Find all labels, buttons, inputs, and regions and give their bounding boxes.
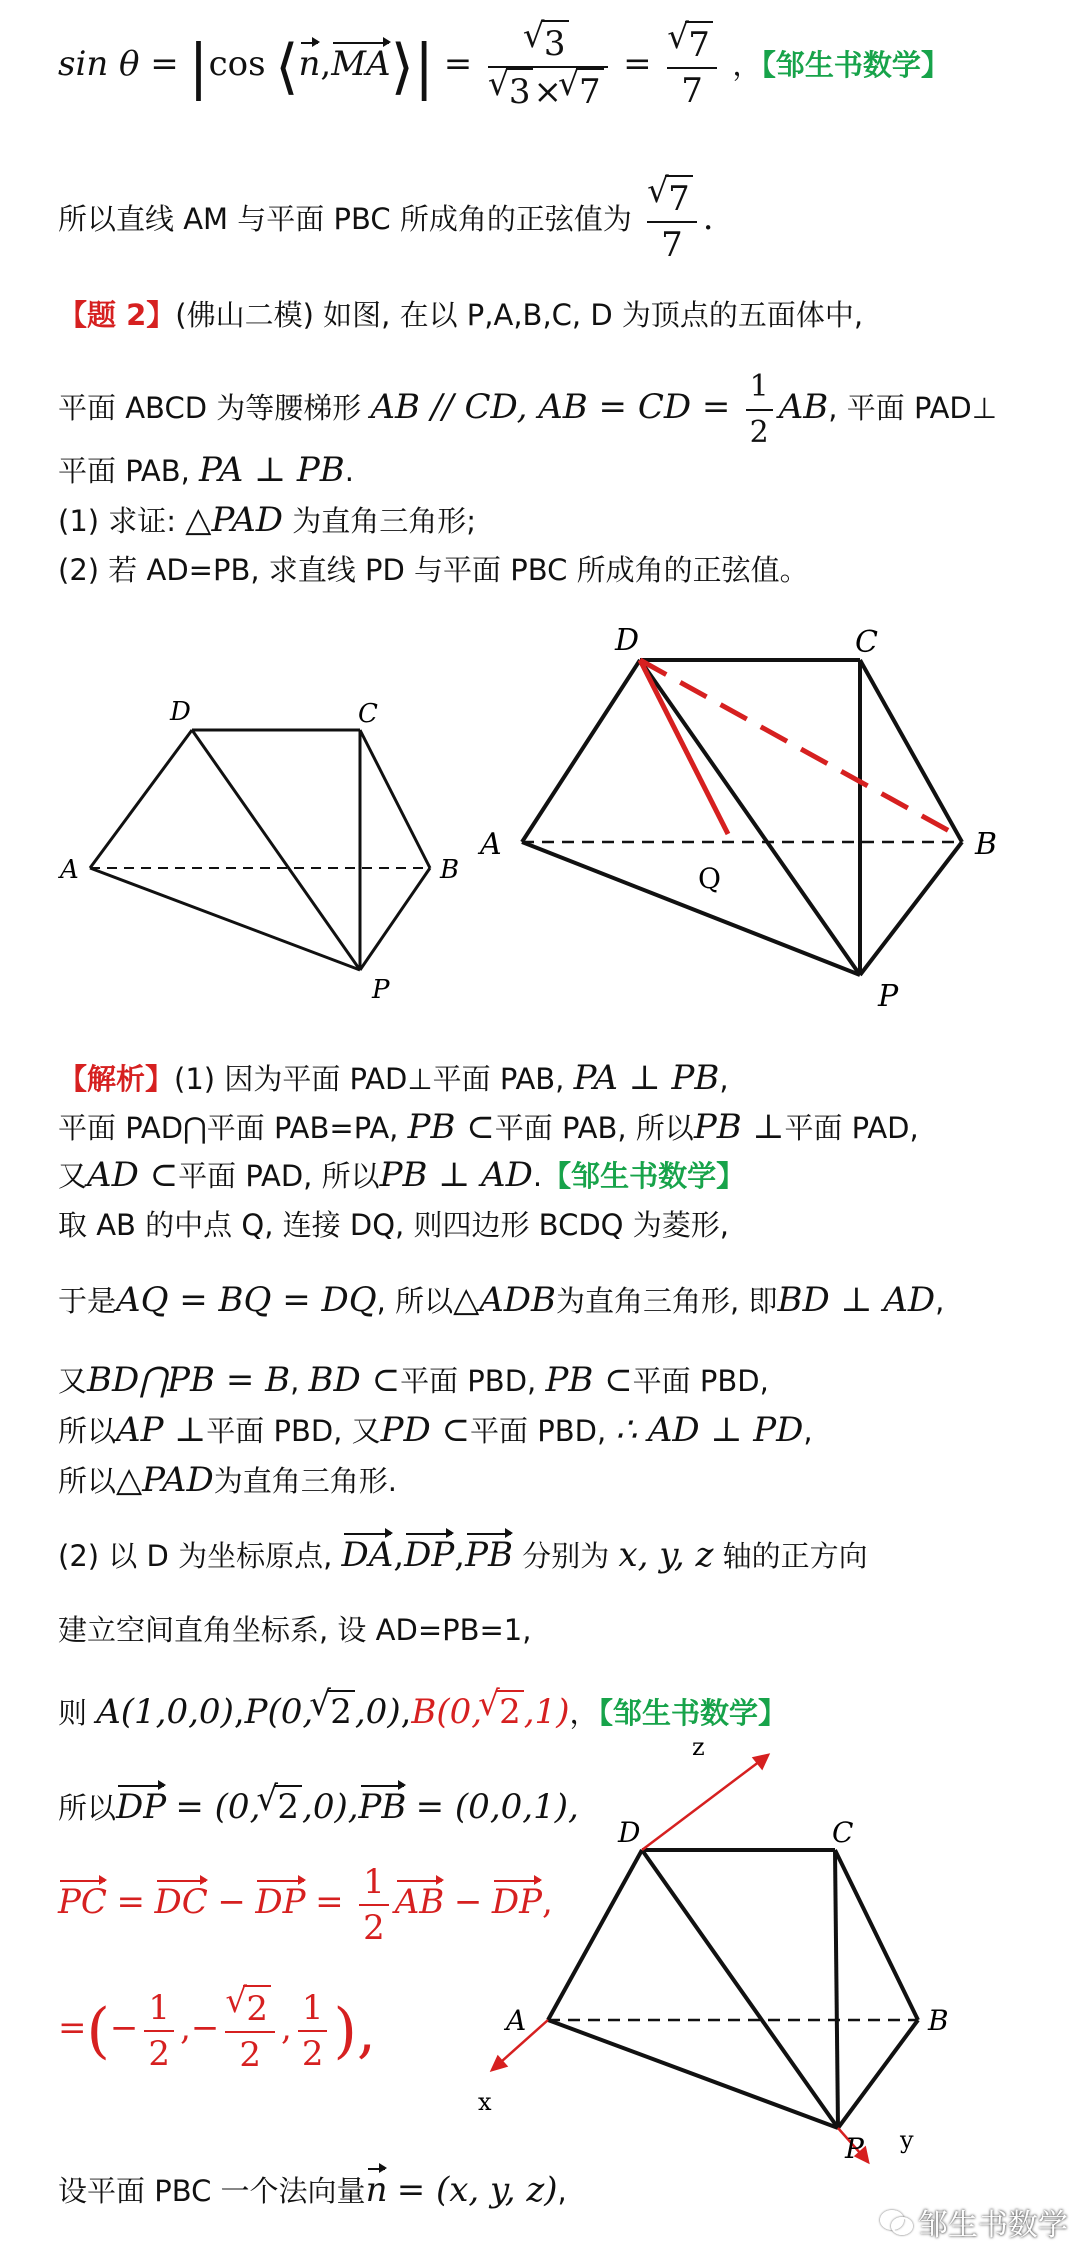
label-P: P bbox=[878, 979, 899, 1014]
solution-line-3: 又AD ⊂平面 PAD, 所以PB ⊥ AD.【邹生书数学】 bbox=[58, 1155, 746, 1195]
fraction-one-half: $\frac{1}{2}$ bbox=[746, 365, 773, 455]
problem-question-1: (1) 求证: △PAD 为直角三角形; bbox=[58, 500, 477, 540]
label-A: A bbox=[506, 2004, 527, 2037]
label-A: A bbox=[480, 827, 502, 862]
label-P: P bbox=[845, 2132, 864, 2165]
segment-DB-dashed bbox=[640, 660, 962, 838]
solution-line-5: 于是AQ = BQ = DQ, 所以△ADB为直角三角形, 即BD ⊥ AD, bbox=[58, 1280, 945, 1320]
label-C: C bbox=[855, 625, 878, 660]
part2-line-2: 建立空间直角坐标系, 设 AD=PB=1, bbox=[58, 1613, 532, 1647]
axis-z-label: z bbox=[692, 1733, 705, 1761]
part2-line-3: 则 A(1,0,0),P(0,√ 2,0),B(0,√ 2,1)，【邹生书数学】 bbox=[58, 1690, 787, 1733]
problem-line-3: 平面 PAB, PA ⊥ PB. bbox=[58, 450, 355, 490]
wechat-logo-icon bbox=[880, 2210, 910, 2234]
solution-tag: 【解析】 bbox=[58, 1062, 175, 1096]
axis-x-label: x bbox=[478, 2088, 492, 2116]
part2-line-6-pc-result: =(− $\frac{1}{2}$ ,− √ $\frac{2}{2}$ , $\frac{1}{2}$ ), bbox=[58, 1985, 376, 2075]
brand-tag: 【邹生书数学】 bbox=[542, 1159, 746, 1193]
part2-line-4: 所以DP = (0,√ 2,0),PB = (0,0,1), bbox=[58, 1785, 579, 1828]
problem-line-1: 【题 2】(佛山二模) 如图, 在以 P,A,B,C, D 为顶点的五面体中, bbox=[58, 298, 864, 332]
figure-2-pentahedron-with-Q bbox=[470, 610, 1030, 1030]
label-B: B bbox=[975, 827, 998, 862]
label-P: P bbox=[372, 975, 390, 1005]
fraction-sqrt7-over-7: √ $\frac{7}{7}$ bbox=[647, 175, 697, 267]
problem-question-2: (2) 若 AD=PB, 求直线 PD 与平面 PBC 所成角的正弦值。 bbox=[58, 553, 809, 587]
vector-ma: MA bbox=[331, 44, 391, 84]
label-B: B bbox=[928, 2004, 949, 2037]
label-D: D bbox=[615, 623, 640, 658]
part2-line-7-normal: 设平面 PBC 一个法向量n = (x, y, z), bbox=[58, 2170, 567, 2210]
solution-line-2: 平面 PAD⋂平面 PAB=PA, PB ⊂平面 PAB, 所以PB ⊥平面 PAD, bbox=[58, 1107, 919, 1147]
problem-line-2: 平面 ABCD 为等腰梯形 AB // CD, AB = CD = $\frac{1}{2}$ AB, 平面 PAD⊥ bbox=[58, 365, 997, 435]
vector-n: n bbox=[298, 44, 321, 84]
solution-line-7: 所以AP ⊥平面 PBD, 又PD ⊂平面 PBD, ∴ AD ⊥ PD, bbox=[58, 1410, 813, 1450]
wechat-watermark: 邹生书数学 bbox=[880, 2200, 1068, 2244]
label-Q: Q bbox=[698, 862, 721, 895]
label-D: D bbox=[170, 697, 191, 727]
brand-tag: 【邹生书数学】 bbox=[761, 48, 950, 82]
solution-line-6: 又BD⋂PB = B, BD ⊂平面 PBD, PB ⊂平面 PBD, bbox=[58, 1360, 769, 1400]
fraction-one-half: $\frac{1}{2}$ bbox=[359, 1860, 389, 1950]
figure-1-pentahedron bbox=[40, 680, 480, 1010]
formula-line-sin-theta: sin θ = |cos ⟨n,MA⟩| = √ 3 √ 3×√ 7 = √ $\frac{7}{7}$ ，【邹生书数学】 bbox=[58, 20, 950, 110]
axis-y-label: y bbox=[900, 2126, 914, 2154]
label-B: B bbox=[440, 855, 460, 885]
fraction-sqrt3-over: √ 3 √ 3×√ 7 bbox=[488, 20, 608, 114]
label-C: C bbox=[358, 699, 378, 729]
solution-line-4: 取 AB 的中点 Q, 连接 DQ, 则四边形 BCDQ 为菱形, bbox=[58, 1208, 729, 1242]
fraction-sqrt7-over-7: √ $\frac{7}{7}$ bbox=[667, 21, 717, 113]
label-A: A bbox=[60, 855, 79, 885]
part2-line-5-pc: PC = DC − DP = $\frac{1}{2}$ AB − DP, bbox=[58, 1862, 553, 1948]
sin-theta: sin θ = bbox=[58, 44, 179, 84]
solution-line-1: 【解析】(1) 因为平面 PAD⊥平面 PAB, PA ⊥ PB, bbox=[58, 1058, 729, 1098]
brand-tag: 【邹生书数学】 bbox=[598, 1696, 787, 1730]
problem-tag: 【题 2】 bbox=[58, 298, 176, 332]
label-C: C bbox=[832, 1816, 854, 1849]
label-D: D bbox=[618, 1816, 641, 1849]
solution-line-8: 所以△PAD为直角三角形. bbox=[58, 1460, 397, 1500]
part2-line-1: (2) 以 D 为坐标原点, DA,DP,PB 分别为 x, y, z 轴的正方向 bbox=[58, 1535, 868, 1575]
answer-line: 所以直线 AM 与平面 PBC 所成角的正弦值为 √ $\frac{7}{7}$ . bbox=[58, 175, 714, 265]
figure-3-coordinate-system bbox=[470, 1730, 1030, 2170]
